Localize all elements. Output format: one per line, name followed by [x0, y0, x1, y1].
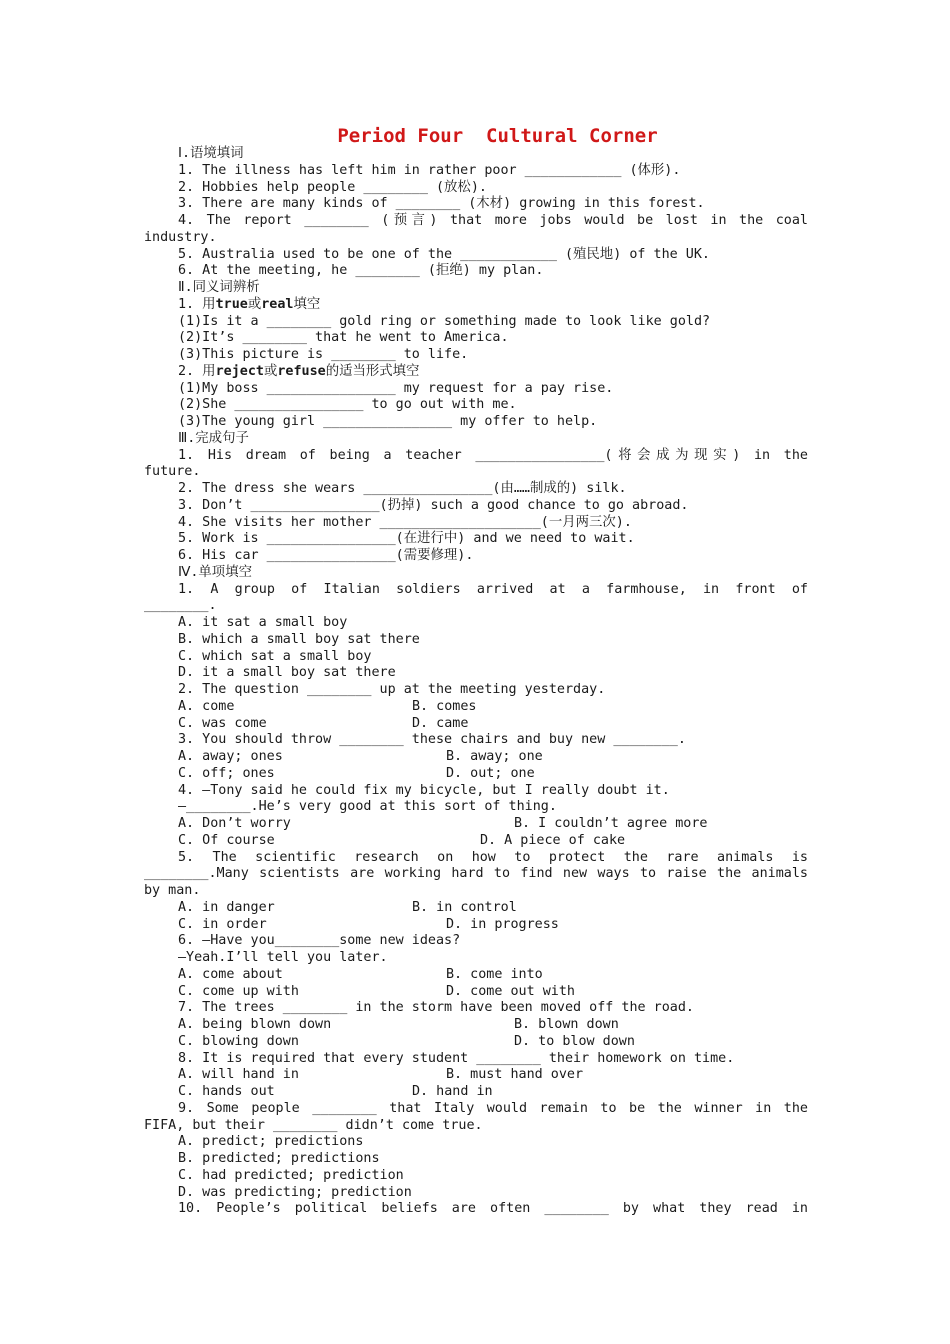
keyword: reject: [215, 363, 264, 379]
question-line: 1. The illness has left him in rather poor ____________ (体形).: [178, 162, 681, 178]
question-line: 10. People’s political beliefs are often ________ by what they read in: [178, 1201, 808, 1217]
option-d: D. came: [412, 715, 469, 731]
option-row: [144, 1084, 808, 1101]
option-b: B. come into: [446, 966, 543, 982]
section-heading: Ⅰ.语境填词: [178, 146, 244, 161]
option-b: B. away; one: [446, 749, 543, 764]
option-row: [144, 833, 808, 850]
question-line: 9. Some people ________ that Italy would remain to be the winner in the: [178, 1100, 808, 1116]
option-row: [144, 967, 808, 984]
sub-heading-suffix: 的适当形式填空: [325, 363, 420, 379]
option-row: [144, 716, 808, 733]
option-a: A. being blown down: [178, 1017, 332, 1032]
option-line: A. it sat a small boy: [178, 615, 348, 630]
question-line: (2)She ________________ to go out with me.: [178, 397, 517, 413]
option-d: D. come out with: [446, 983, 575, 999]
question-line: (2)It’s ________ that he went to America.: [178, 330, 509, 346]
option-b: B. in control: [412, 899, 517, 915]
question-line: 1. A group of Italian soldiers arrived at a farmhouse, in front of: [178, 581, 808, 597]
question-line: 4. She visits her mother ____________________(一月两三次).: [178, 514, 632, 530]
option-c: C. blowing down: [178, 1033, 299, 1049]
option-row: [144, 900, 808, 917]
question-line: 1. His dream of being a teacher ________________(将会成为现实) in the: [178, 447, 808, 463]
option-line: C. which sat a small boy: [178, 648, 372, 664]
option-line: A. predict; predictions: [178, 1134, 364, 1150]
option-d: D. A piece of cake: [480, 832, 626, 848]
option-a: A. in danger: [178, 899, 275, 915]
section-heading: Ⅳ.单项填空: [178, 564, 252, 580]
keyword: true: [215, 296, 248, 312]
keyword: refuse: [277, 363, 326, 379]
option-line: D. was predicting; prediction: [178, 1184, 412, 1200]
option-b: B. comes: [412, 698, 477, 714]
option-row: [144, 1034, 808, 1051]
option-a: A. come about: [178, 966, 283, 982]
question-line: 2. The dress she wears ________________(由……制成的) silk.: [178, 481, 627, 496]
sub-heading-prefix: 2. 用: [178, 363, 216, 379]
option-line: D. it a small boy sat there: [178, 665, 396, 681]
question-line: 6. At the meeting, he ________ (拒绝) my plan.: [178, 263, 544, 279]
question-line: 2. Hobbies help people ________ (放松).: [178, 179, 487, 195]
question-line: 6. —Have you________some new ideas?: [178, 933, 461, 949]
option-row: [144, 917, 808, 934]
option-a: A. come: [178, 698, 235, 714]
option-b: B. blown down: [514, 1017, 619, 1032]
option-d: D. to blow down: [514, 1033, 635, 1049]
question-line: 5. Work is ________________(在进行中) and we need to wait.: [178, 531, 635, 547]
question-line: (1)My boss ________________ my request for a pay rise.: [178, 380, 614, 396]
option-c: C. was come: [178, 715, 267, 731]
option-row: [144, 816, 808, 833]
question-line: 2. The question ________ up at the meeting yesterday.: [178, 682, 606, 697]
option-d: D. hand in: [412, 1084, 493, 1099]
option-row: [144, 699, 808, 716]
section-heading: Ⅲ.完成句子: [178, 430, 249, 446]
question-line: 3. Don’t ________________(扔掉) such a good chance to go abroad.: [178, 497, 689, 513]
question-line: future.: [144, 464, 201, 480]
worksheet-body: [144, 146, 808, 1218]
sub-heading: [144, 364, 808, 381]
sub-heading-join: 或: [247, 296, 262, 312]
option-c: C. come up with: [178, 983, 299, 999]
question-line: by man.: [144, 883, 201, 898]
option-line: C. had predicted; prediction: [178, 1167, 404, 1183]
sub-heading-join: 或: [263, 363, 278, 379]
option-row: [144, 984, 808, 1001]
option-b: B. must hand over: [446, 1067, 584, 1083]
option-c: C. in order: [178, 916, 267, 932]
question-line: 7. The trees ________ in the storm have been moved off the road.: [178, 1000, 694, 1016]
option-c: C. Of course: [178, 832, 275, 848]
option-c: C. hands out: [178, 1084, 275, 1099]
question-line: (3)This picture is ________ to life.: [178, 347, 469, 362]
sub-heading: [144, 297, 808, 314]
option-c: C. off; ones: [178, 765, 275, 781]
option-a: A. Don’t worry: [178, 816, 291, 831]
option-row: [144, 766, 808, 783]
question-line: 4. The report ________ (预言) that more jobs would be lost in the coal: [178, 213, 808, 228]
question-line: ________.Many scientists are working hard to find new ways to raise the animals: [144, 866, 808, 882]
option-row: [144, 1017, 808, 1034]
question-line: 4. —Tony said he could fix my bicycle, but I really doubt it.: [178, 782, 670, 798]
option-row: [144, 749, 808, 766]
option-d: D. out; one: [446, 765, 535, 781]
question-line: 8. It is required that every student ________ their homework on time.: [178, 1050, 735, 1066]
option-line: B. predicted; predictions: [178, 1151, 380, 1166]
question-line: (1)Is it a ________ gold ring or something made to look like gold?: [178, 313, 711, 329]
sub-heading-suffix: 填空: [293, 296, 321, 312]
question-line: 5. The scientific research on how to protect the rare animals is: [178, 849, 808, 865]
question-line: 6. His car ________________(需要修理).: [178, 548, 474, 563]
page-title: Period Four Cultural Corner: [337, 125, 658, 147]
question-line: 5. Australia used to be one of the ____________ (殖民地) of the UK.: [178, 246, 710, 262]
section-heading: Ⅱ.同义词辨析: [178, 280, 260, 295]
question-line: 3. There are many kinds of ________ (木材) growing in this forest.: [178, 196, 705, 212]
sub-heading-prefix: 1. 用: [178, 296, 216, 312]
question-line: ________.: [144, 598, 217, 614]
option-line: B. which a small boy sat there: [178, 631, 420, 647]
keyword: real: [261, 296, 294, 312]
option-a: A. will hand in: [178, 1067, 299, 1083]
question-line: FIFA, but their ________ didn’t come true.: [144, 1117, 483, 1133]
question-line: 3. You should throw ________ these chairs and buy new ________.: [178, 732, 686, 748]
question-line: industry.: [144, 229, 217, 245]
question-line: —________.He’s very good at this sort of thing.: [178, 799, 557, 815]
option-row: [144, 1067, 808, 1084]
option-b: B. I couldn’t agree more: [514, 816, 708, 831]
option-a: A. away; ones: [178, 749, 283, 764]
option-d: D. in progress: [446, 916, 559, 932]
question-line: —Yeah.I’ll tell you later.: [178, 950, 388, 965]
question-line: (3)The young girl ________________ my offer to help.: [178, 414, 598, 429]
